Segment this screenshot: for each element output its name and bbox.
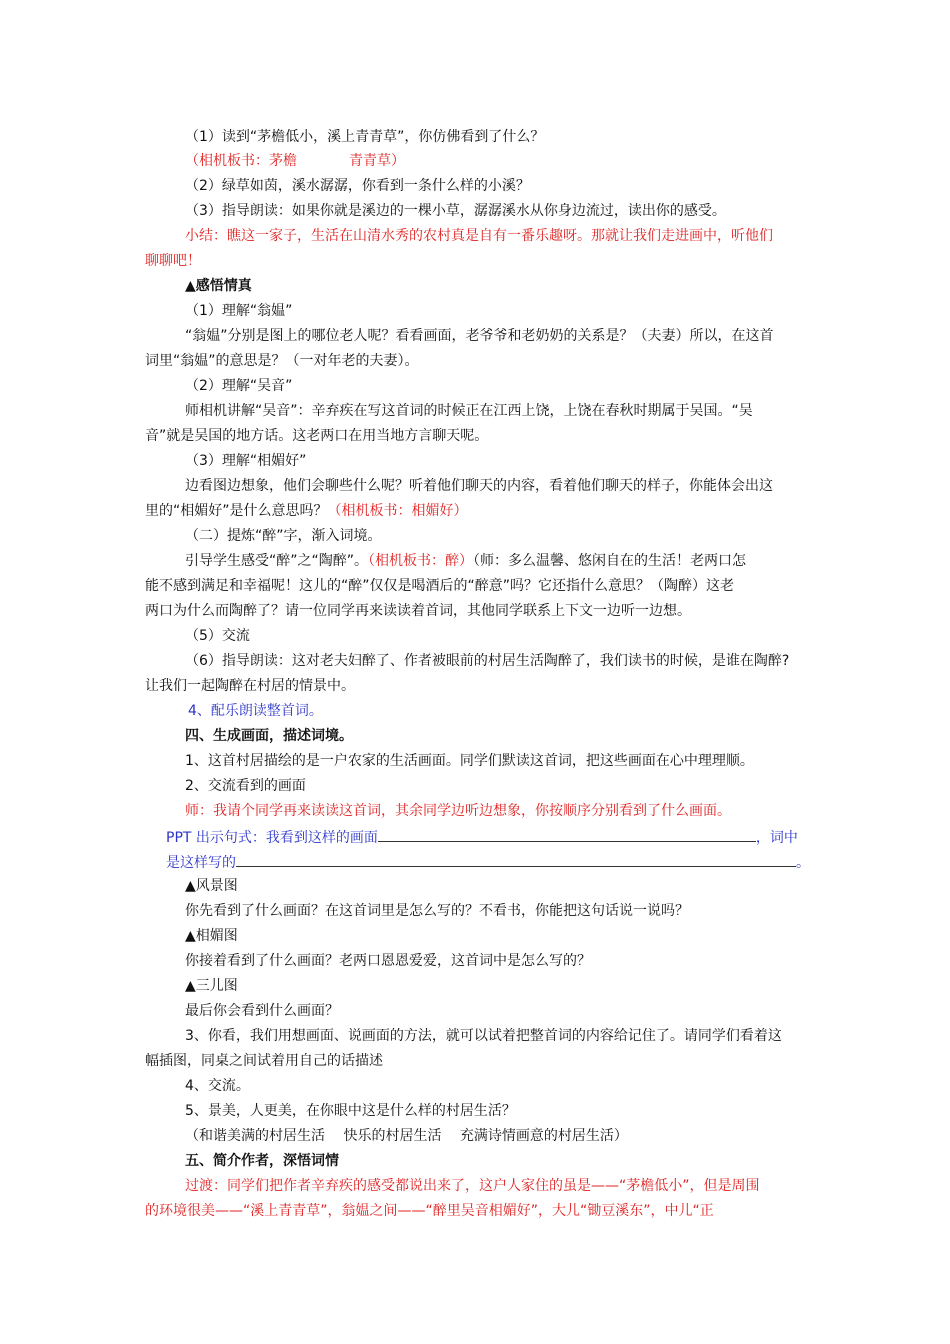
text-line: （二）提炼“醉”字，渐入词境。 xyxy=(185,528,382,544)
text-line xyxy=(185,551,746,571)
text-line: 边看图边想象，他们会聊些什么呢？听着他们聊天的内容，看着他们聊天的样子，你能体会出这 xyxy=(185,478,773,494)
text-segment: ，词中 xyxy=(755,830,798,846)
board-note: （相机板书：醉） xyxy=(368,553,474,569)
text-segment: 。 xyxy=(796,855,810,871)
section-heading: 五、简介作者，深悟词情 xyxy=(185,1153,339,1169)
text-line: ▲风景图 xyxy=(185,878,238,894)
text-line: 1、这首村居描绘的是一户农家的生活画面。同学们默读这首词，把这些画面在心中理理顺。 xyxy=(185,753,754,769)
board-note: 青青草） xyxy=(349,153,405,169)
text-line: （2）理解“吴音” xyxy=(185,378,293,394)
text-line: 让我们一起陶醉在村居的情景中。 xyxy=(145,678,355,694)
text-line: 能不感到满足和幸福呢！这儿的“醉”仅仅是喝酒后的“醉意”吗？它还指什么意思？（陶醉）这老 xyxy=(145,578,735,594)
text-line: 最后你会看到什么画面？ xyxy=(185,1003,339,1019)
ppt-sentence-line xyxy=(166,851,810,873)
text-line: 聊聊吧！ xyxy=(145,253,201,269)
text-line xyxy=(145,501,468,521)
text-line: 幅插图，同桌之间试着用自己的话描述 xyxy=(145,1053,383,1069)
text-line: （5）交流 xyxy=(185,628,250,644)
ppt-sentence-line xyxy=(166,826,798,848)
board-note: （相机板书：相媚好） xyxy=(327,503,468,519)
text-line: 你先看到了什么画面？在这首词里是怎么写的？不看书，你能把这句话说一说吗？ xyxy=(185,903,689,919)
section-heading: ▲感悟情真 xyxy=(185,278,252,294)
text-line: 过渡：同学们把作者辛弃疾的感受都说出来了，这户人家住的虽是——“茅檐低小”，但是周围 xyxy=(185,1178,760,1194)
text-segment: PPT 出示句式：我看到这样的画面 xyxy=(166,830,378,846)
text-line: 师相机讲解“吴音”：辛弃疾在写这首词的时候正在江西上饶，上饶在春秋时期属于吴国。“吴 xyxy=(185,403,753,419)
text-line: （1）理解“翁媪” xyxy=(185,303,293,319)
text-line: （3）理解“相媚好” xyxy=(185,453,307,469)
text-line: （2）绿草如茵，溪水潺潺，你看到一条什么样的小溪？ xyxy=(185,178,530,194)
text-line: （3）指导朗读：如果你就是溪边的一棵小草，潺潺溪水从你身边流过，读出你的感受。 xyxy=(185,203,726,219)
text-line: 3、你看，我们用想画面、说画面的方法，就可以试着把整首词的内容给记住了。请同学们看着这 xyxy=(185,1028,782,1044)
text-line: 5、景美，人更美，在你眼中这是什么样的村居生活？ xyxy=(185,1103,516,1119)
text-line: ▲三儿图 xyxy=(185,978,238,994)
text-line: 4、交流。 xyxy=(185,1078,250,1094)
text-line: （1）读到“茅檐低小，溪上青青草”，你仿佛看到了什么？ xyxy=(185,129,545,145)
text-line xyxy=(185,151,405,171)
text-line: ▲相媚图 xyxy=(185,928,238,944)
text-line: “翁媪”分别是图上的哪位老人呢？看看画面，老爷爷和老奶奶的关系是？（夫妻）所以，在这首 xyxy=(185,328,774,344)
text-segment: 引导学生感受“醉”之“陶醉”。 xyxy=(185,553,369,569)
text-line: （和谐美满的村居生活 快乐的村居生活 充满诗情画意的村居生活） xyxy=(185,1128,628,1144)
text-line: 4、配乐朗读整首词。 xyxy=(188,703,323,719)
blank-underline xyxy=(236,851,796,867)
board-note: （相机板书：茅檐 xyxy=(185,153,297,169)
text-line: （6）指导朗读：这对老夫妇醉了、作者被眼前的村居生活陶醉了，我们读书的时候，是谁在陶醉? xyxy=(185,653,790,669)
text-line: 小结：瞧这一家子，生活在山清水秀的农村真是自有一番乐趣呀。那就让我们走进画中，听他们 xyxy=(185,228,773,244)
text-line: 你接着看到了什么画面？老两口恩恩爱爱，这首词中是怎么写的？ xyxy=(185,953,591,969)
text-line: 词里“翁媪”的意思是？（一对年老的夫妻）。 xyxy=(145,353,419,369)
text-line: 2、交流看到的画面 xyxy=(185,778,306,794)
blank-underline xyxy=(378,826,756,842)
text-line: 音”就是吴国的地方话。这老两口在用当地方言聊天呢。 xyxy=(145,428,489,444)
text-segment: 是这样写的 xyxy=(166,855,236,871)
text-line: 两口为什么而陶醉了？请一位同学再来读读着首词，其他同学联系上下文一边听一边想。 xyxy=(145,603,691,619)
text-segment: （师：多么温馨、悠闲自在的生活！老两口怎 xyxy=(473,553,747,569)
section-heading: 四、生成画面，描述词境。 xyxy=(185,728,353,744)
text-line: 的环境很美——“溪上青青草”，翁媪之间——“醉里吴音相媚好”，大儿“锄豆溪东”，中儿“正 xyxy=(145,1203,714,1219)
text-segment: 里的“相媚好”是什么意思吗？ xyxy=(145,503,328,519)
text-line: 师：我请个同学再来读读这首词，其余同学边听边想象，你按顺序分别看到了什么画面。 xyxy=(185,803,731,819)
